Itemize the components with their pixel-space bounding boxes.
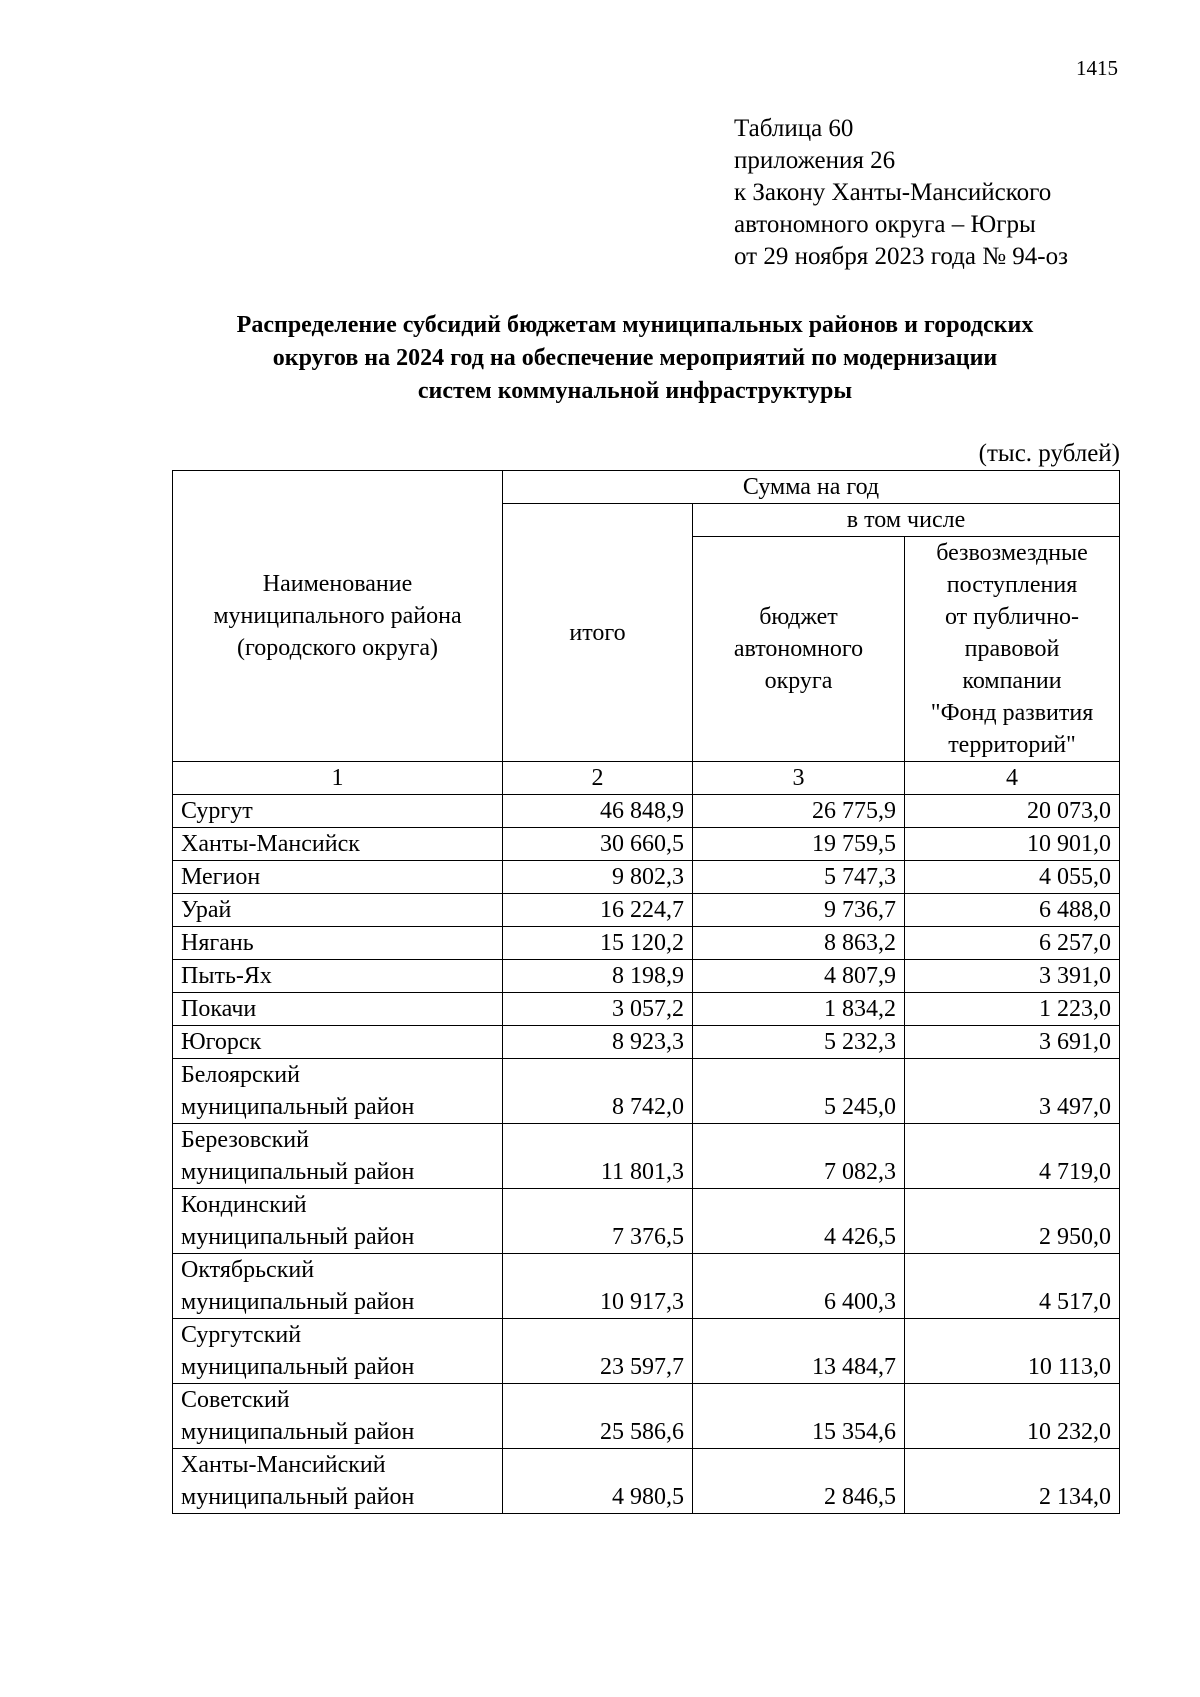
cell-okrug-budget: 26 775,9	[693, 795, 905, 828]
table-row	[173, 1059, 1120, 1124]
cell-fund: 4 517,0	[905, 1254, 1120, 1319]
cell-total: 8 923,3	[503, 1026, 693, 1059]
cell-fund: 4 055,0	[905, 861, 1120, 894]
table-row	[173, 1384, 1120, 1449]
cell-fund: 10 901,0	[905, 828, 1120, 861]
cell-municipality: Нягань	[173, 927, 503, 960]
cell-okrug-budget: 19 759,5	[693, 828, 905, 861]
cell-municipality: Советский муниципальный район	[173, 1384, 503, 1449]
cell-municipality: Кондинский муниципальный район	[173, 1189, 503, 1254]
table-row	[173, 1189, 1120, 1254]
cell-okrug-budget: 6 400,3	[693, 1254, 905, 1319]
cell-fund: 20 073,0	[905, 795, 1120, 828]
cell-okrug-budget: 9 736,7	[693, 894, 905, 927]
cell-fund: 6 488,0	[905, 894, 1120, 927]
cell-total: 16 224,7	[503, 894, 693, 927]
cell-municipality: Урай	[173, 894, 503, 927]
table-body	[173, 795, 1120, 1514]
cell-okrug-budget: 5 232,3	[693, 1026, 905, 1059]
table-row	[173, 1254, 1120, 1319]
cell-okrug-budget: 13 484,7	[693, 1319, 905, 1384]
column-number: 1	[173, 762, 503, 795]
cell-municipality: Ханты-Мансийск	[173, 828, 503, 861]
cell-municipality: Мегион	[173, 861, 503, 894]
cell-total: 46 848,9	[503, 795, 693, 828]
cell-total: 9 802,3	[503, 861, 693, 894]
title-line: систем коммунальной инфраструктуры	[417, 378, 853, 404]
cell-municipality: Березовский муниципальный район	[173, 1124, 503, 1189]
title-line: округов на 2024 год на обеспечение мероприятий по модернизации	[272, 345, 998, 371]
column-number: 3	[693, 762, 905, 795]
table-row	[173, 1026, 1120, 1059]
table-caption	[734, 113, 1068, 273]
cell-okrug-budget: 4 426,5	[693, 1189, 905, 1254]
header-total: итого	[503, 504, 693, 762]
cell-total: 23 597,7	[503, 1319, 693, 1384]
caption-line: приложения 26	[734, 147, 896, 174]
page-number: 1415	[1076, 56, 1118, 80]
header-fund: безвозмездные поступления от публично- правовой компании "Фонд развития территорий"	[905, 537, 1120, 762]
document-title	[150, 309, 1120, 408]
title-line: Распределение субсидий бюджетам муниципальных районов и городских	[236, 312, 1034, 338]
table-row	[173, 795, 1120, 828]
header-name: Наименование муниципального района (городского округа)	[173, 471, 503, 762]
cell-municipality: Сургут	[173, 795, 503, 828]
column-numbers-row	[173, 762, 1120, 795]
cell-okrug-budget: 5 245,0	[693, 1059, 905, 1124]
cell-okrug-budget: 8 863,2	[693, 927, 905, 960]
cell-municipality: Покачи	[173, 993, 503, 1026]
cell-fund: 4 719,0	[905, 1124, 1120, 1189]
cell-municipality: Югорск	[173, 1026, 503, 1059]
cell-total: 15 120,2	[503, 927, 693, 960]
caption-line: автономного округа – Югры	[734, 211, 1036, 238]
cell-municipality: Пыть-Ях	[173, 960, 503, 993]
cell-municipality: Сургутский муниципальный район	[173, 1319, 503, 1384]
cell-fund: 10 113,0	[905, 1319, 1120, 1384]
cell-fund: 2 134,0	[905, 1449, 1120, 1514]
table-row	[173, 1449, 1120, 1514]
cell-municipality: Ханты-Мансийский муниципальный район	[173, 1449, 503, 1514]
table-row	[173, 828, 1120, 861]
cell-fund: 6 257,0	[905, 927, 1120, 960]
caption-line: Таблица 60	[734, 115, 854, 142]
cell-fund: 10 232,0	[905, 1384, 1120, 1449]
column-number: 4	[905, 762, 1120, 795]
table-row	[173, 960, 1120, 993]
table-row	[173, 861, 1120, 894]
cell-total: 30 660,5	[503, 828, 693, 861]
header-sum-year: Сумма на год	[503, 471, 1120, 504]
table-row	[173, 1124, 1120, 1189]
cell-okrug-budget: 15 354,6	[693, 1384, 905, 1449]
cell-total: 8 742,0	[503, 1059, 693, 1124]
cell-okrug-budget: 7 082,3	[693, 1124, 905, 1189]
caption-line: к Закону Ханты-Мансийского	[734, 179, 1052, 206]
cell-fund: 1 223,0	[905, 993, 1120, 1026]
cell-okrug-budget: 5 747,3	[693, 861, 905, 894]
cell-okrug-budget: 4 807,9	[693, 960, 905, 993]
cell-total: 10 917,3	[503, 1254, 693, 1319]
cell-total: 8 198,9	[503, 960, 693, 993]
cell-municipality: Октябрьский муниципальный район	[173, 1254, 503, 1319]
cell-fund: 3 391,0	[905, 960, 1120, 993]
cell-municipality: Белоярский муниципальный район	[173, 1059, 503, 1124]
column-number: 2	[503, 762, 693, 795]
table-row	[173, 1319, 1120, 1384]
cell-fund: 2 950,0	[905, 1189, 1120, 1254]
cell-fund: 3 691,0	[905, 1026, 1120, 1059]
units-label: (тыс. рублей)	[978, 440, 1120, 467]
cell-total: 7 376,5	[503, 1189, 693, 1254]
cell-total: 3 057,2	[503, 993, 693, 1026]
header-okrug-budget: бюджет автономного округа	[693, 537, 905, 762]
table-row	[173, 927, 1120, 960]
caption-line: от 29 ноября 2023 года № 94-оз	[734, 243, 1068, 270]
subsidy-table	[172, 470, 1120, 1514]
cell-okrug-budget: 1 834,2	[693, 993, 905, 1026]
table-row	[173, 993, 1120, 1026]
table-row	[173, 894, 1120, 927]
cell-total: 11 801,3	[503, 1124, 693, 1189]
cell-total: 4 980,5	[503, 1449, 693, 1514]
cell-total: 25 586,6	[503, 1384, 693, 1449]
cell-fund: 3 497,0	[905, 1059, 1120, 1124]
cell-okrug-budget: 2 846,5	[693, 1449, 905, 1514]
header-including: в том числе	[693, 504, 1120, 537]
